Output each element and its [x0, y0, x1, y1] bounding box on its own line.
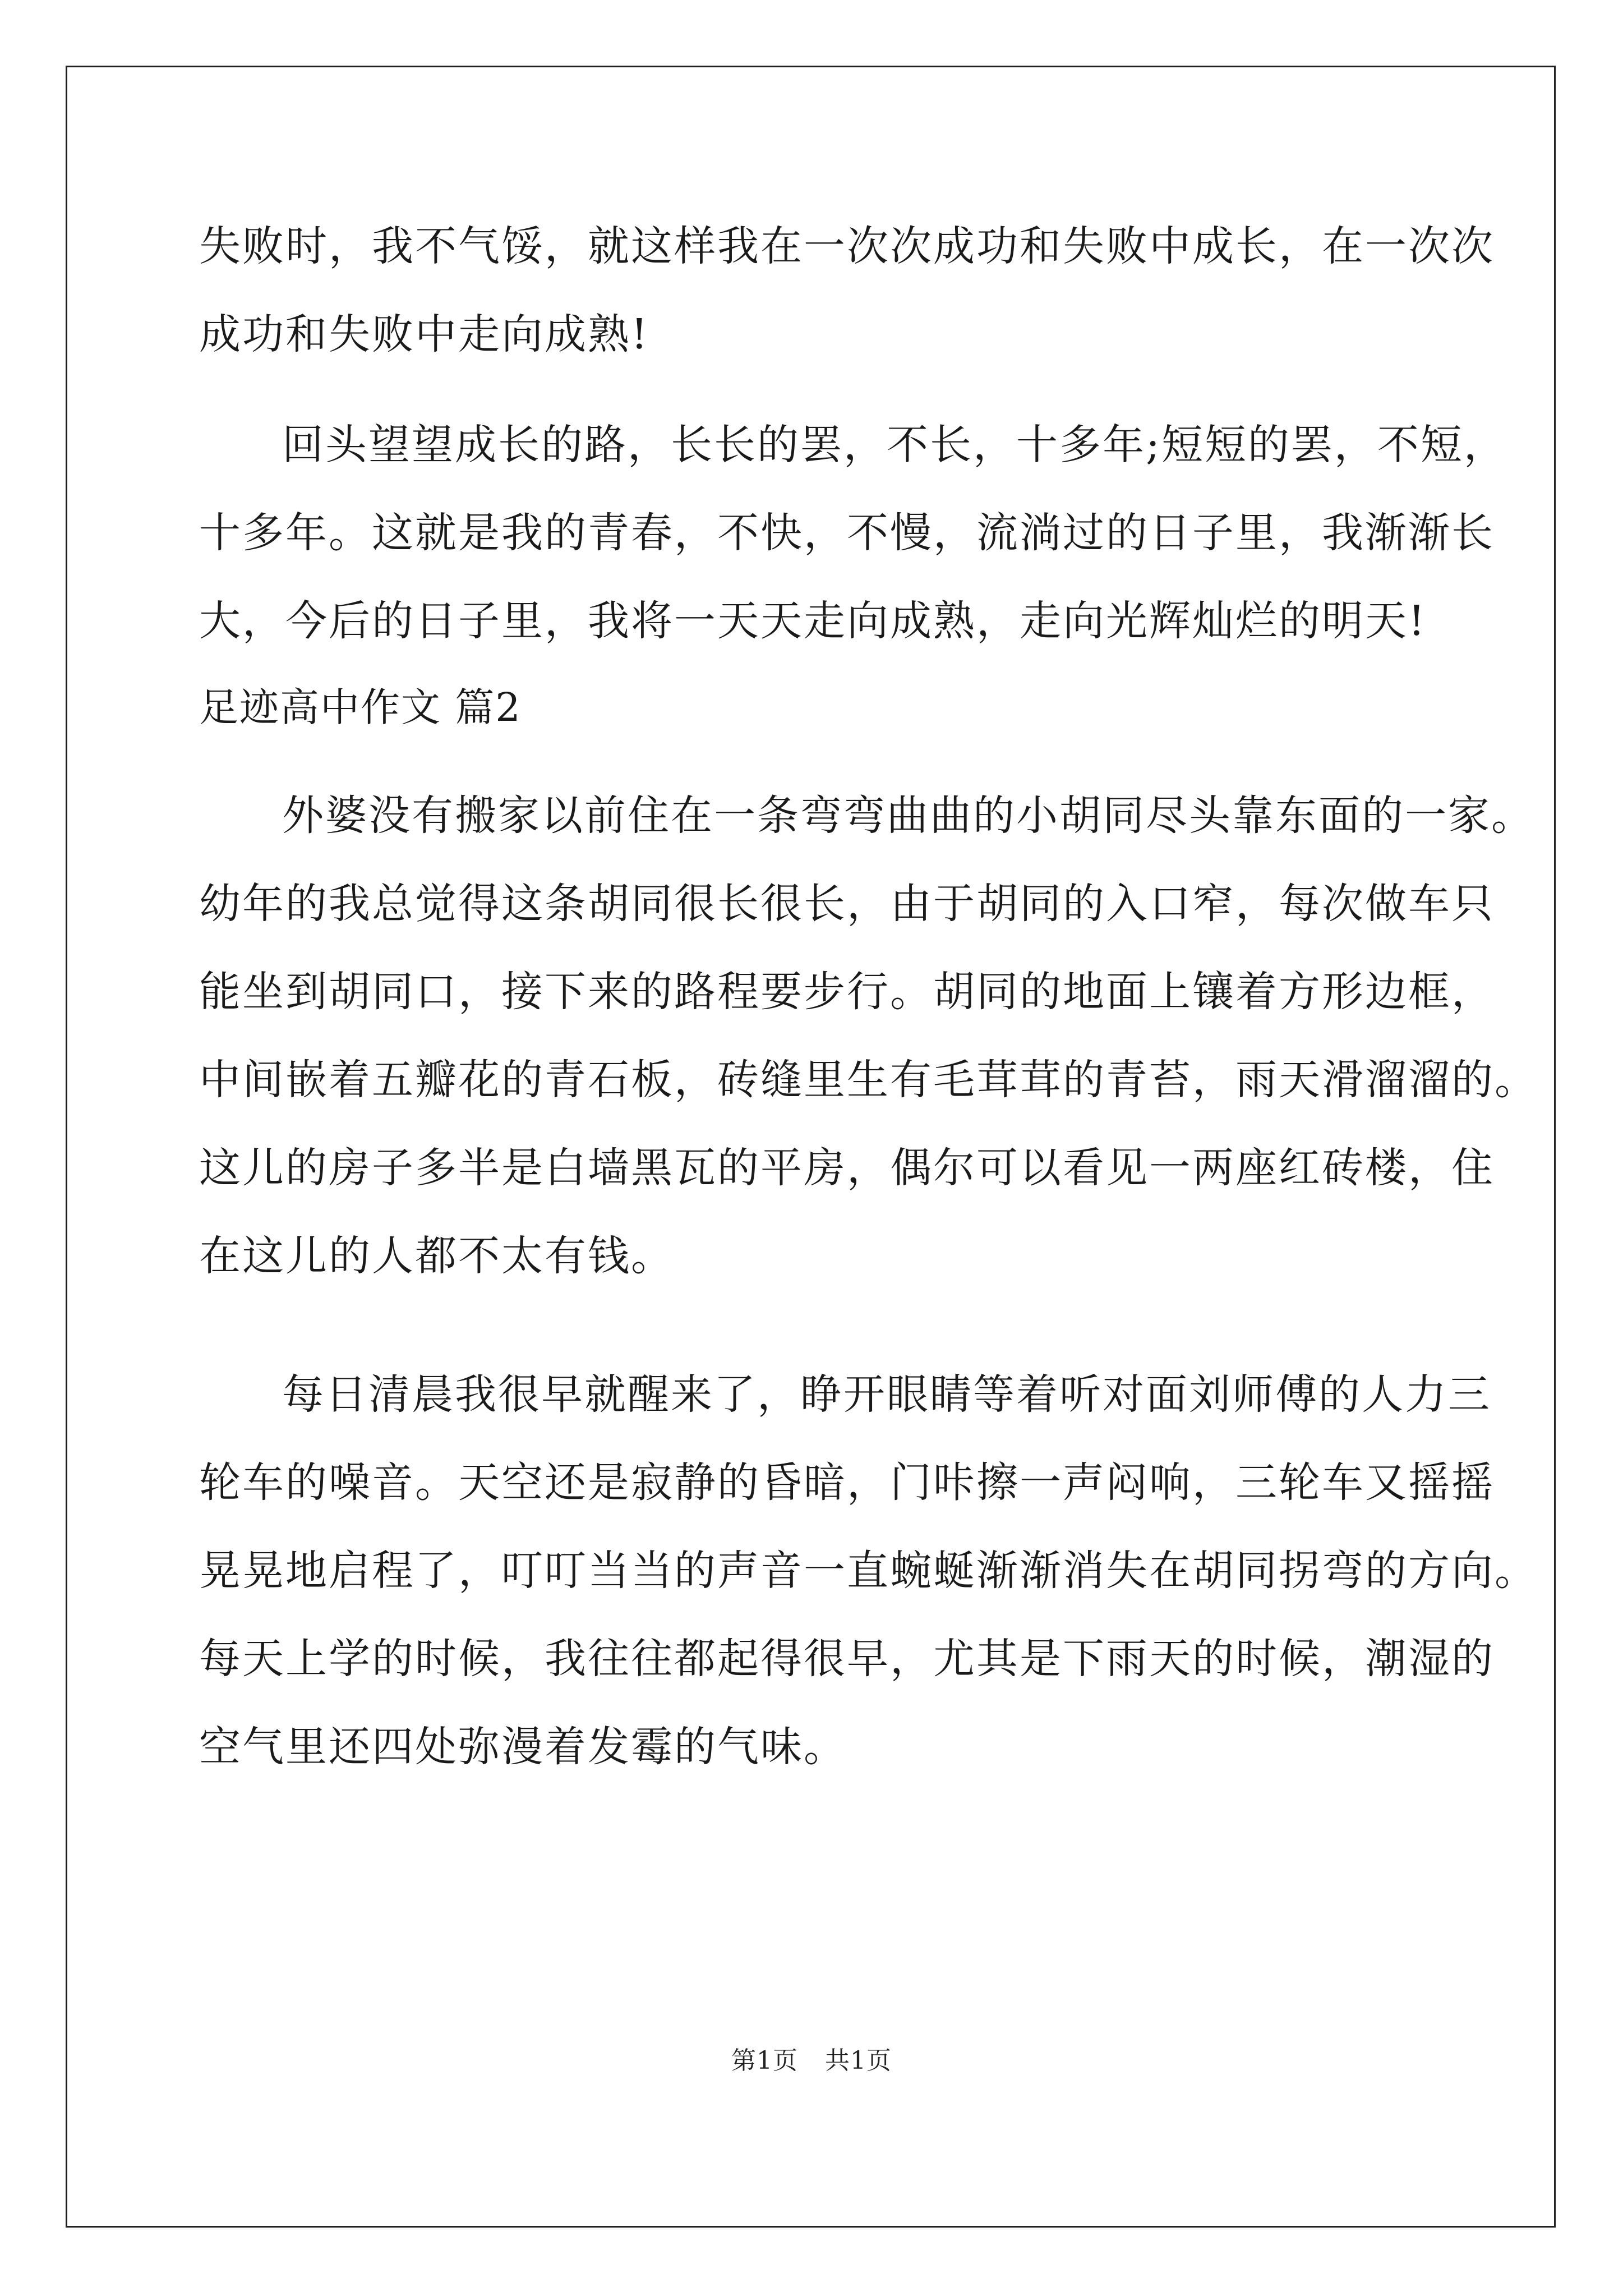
paragraph-4-line-5: 空气里还四处弥漫着发霉的气味。: [199, 1723, 847, 1771]
paragraph-2-line-3: 大，今后的日子里，我将一天天走向成熟，走向光辉灿烂的明天!: [199, 597, 1427, 645]
paragraph-3-line-5: 这儿的房子多半是白墙黑瓦的平房，偶尔可以看见一两座红砖楼，住: [199, 1144, 1495, 1192]
paragraph-4-line-4: 每天上学的时候，我往往都起得很早，尤其是下雨天的时候，潮湿的: [199, 1635, 1495, 1683]
section-heading: 足迹高中作文 篇2: [199, 684, 522, 730]
paragraph-4-line-2: 轮车的噪音。天空还是寂静的昏暗，门咔擦一声闷响，三轮车又摇摇: [199, 1458, 1495, 1507]
paragraph-4-line-3: 晃晃地启程了，叮叮当当的声音一直蜿蜒渐渐消失在胡同拐弯的方向。: [199, 1547, 1538, 1595]
page-number: 第1页: [731, 2046, 798, 2075]
paragraph-3-line-3: 能坐到胡同口，接下来的路程要步行。胡同的地面上镶着方形边框，: [199, 968, 1495, 1016]
paragraph-1-line-2: 成功和失败中走向成熟!: [199, 310, 649, 358]
paragraph-3-line-2: 幼年的我总觉得这条胡同很长很长，由于胡同的入口窄，每次做车只: [199, 880, 1495, 928]
paragraph-1-line-1: 失败时，我不气馁，就这样我在一次次成功和失败中成长，在一次次: [199, 222, 1495, 270]
paragraph-3-line-1: 外婆没有搬家以前住在一条弯弯曲曲的小胡同尽头靠东面的一家。: [282, 792, 1534, 840]
paragraph-3-line-4: 中间嵌着五瓣花的青石板，砖缝里生有毛茸茸的青苔，雨天滑溜溜的。: [199, 1056, 1538, 1104]
paragraph-4-line-1: 每日清晨我很早就醒来了，睁开眼睛等着听对面刘师傅的人力三: [282, 1370, 1491, 1419]
paragraph-2-line-1: 回头望望成长的路，长长的罢，不长，十多年;短短的罢，不短，: [282, 421, 1507, 469]
page-footer: [0, 2040, 1623, 2076]
document-body: [199, 203, 1538, 1791]
paragraph-2-line-2: 十多年。这就是我的青春，不快，不慢，流淌过的日子里，我渐渐长: [199, 509, 1495, 557]
paragraph-3-line-6: 在这儿的人都不太有钱。: [199, 1232, 674, 1280]
page-total: 共1页: [825, 2046, 892, 2075]
